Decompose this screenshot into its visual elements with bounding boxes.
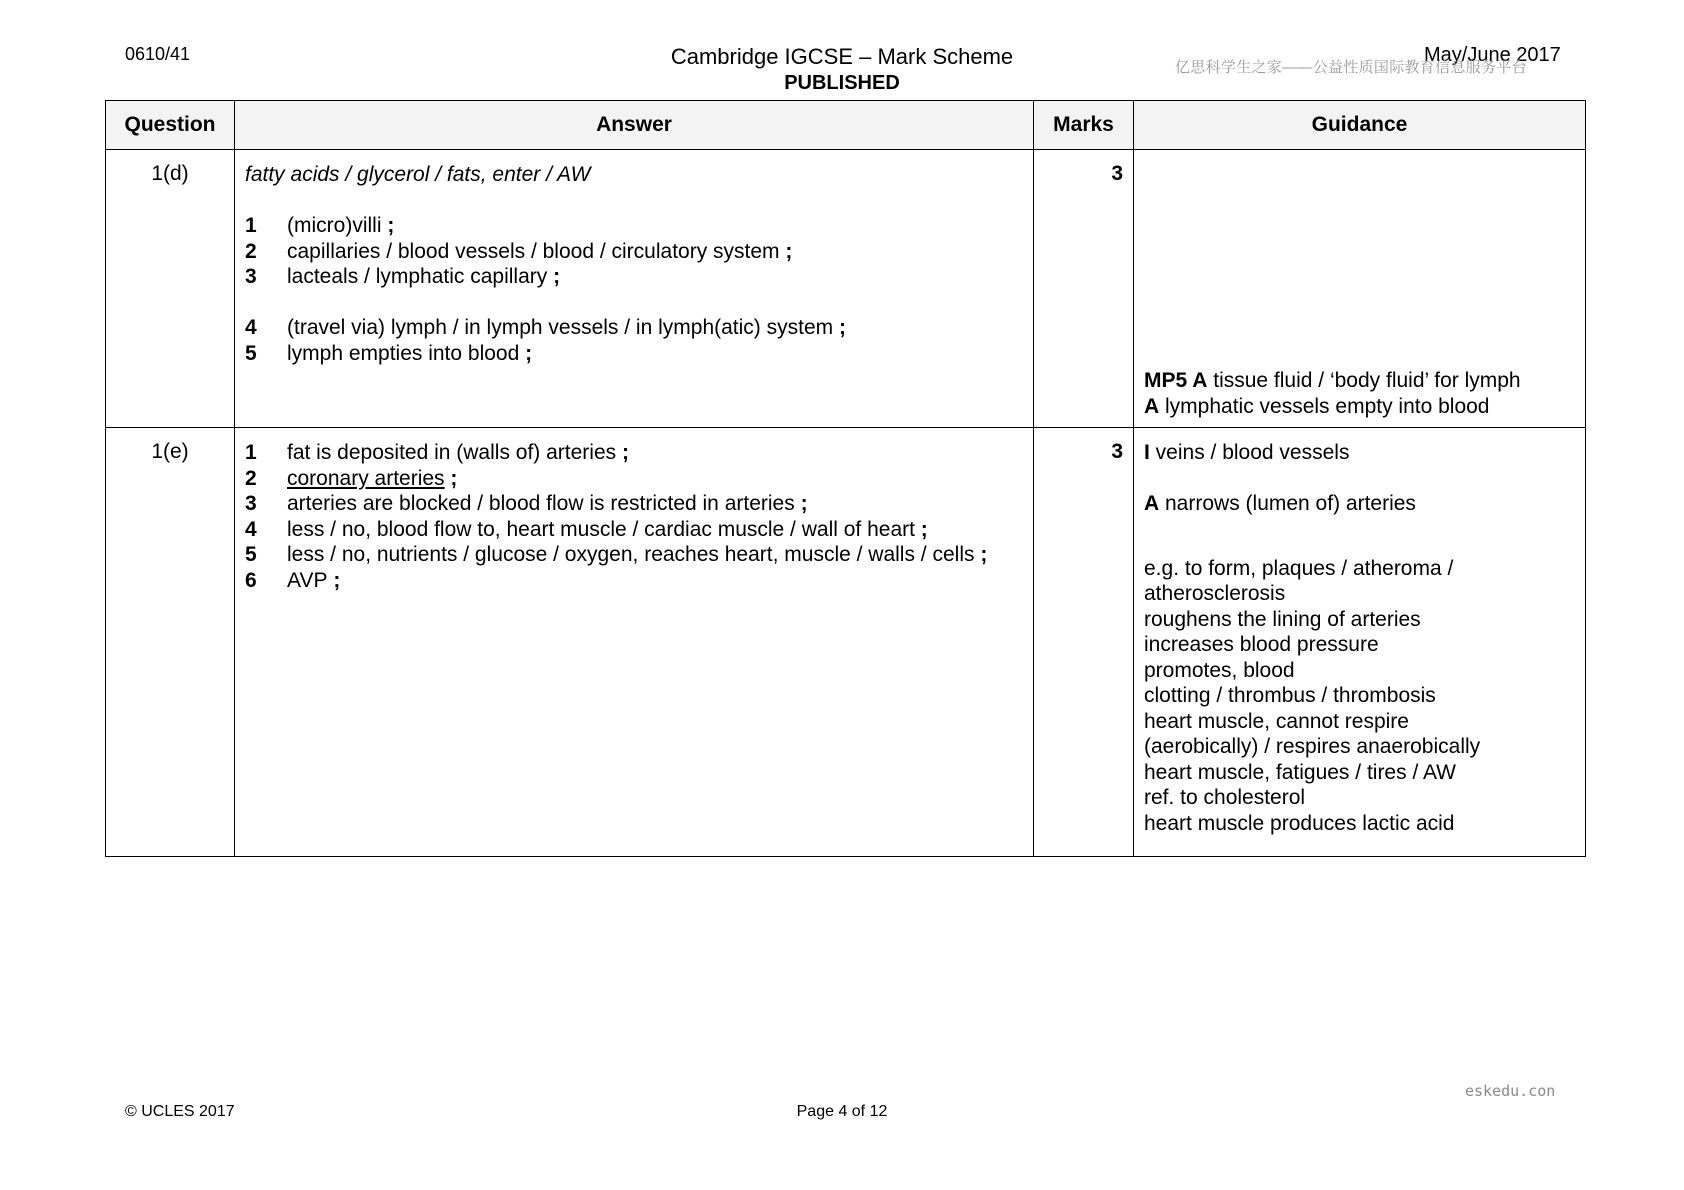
mark-separator: ;	[920, 517, 928, 541]
mark-point-number: 6	[245, 568, 257, 592]
mark-separator: ;	[387, 214, 395, 237]
guidance-cell	[1134, 428, 1586, 857]
mark-point-text: coronary arteries	[287, 466, 445, 490]
mark-separator: ;	[621, 441, 629, 464]
mark-point-text: capillaries / blood vessels / blood / circulatory system	[287, 239, 780, 263]
mark-point-text: less / no, blood flow to, heart muscle / cardiac muscle / wall of heart	[287, 517, 915, 541]
guidance-text: lymphatic vessels empty into blood	[1159, 394, 1490, 418]
answer-intro: fatty acids / glycerol / fats, enter / AW	[245, 163, 591, 186]
mark-point	[245, 440, 1023, 466]
mark-point-text: (micro)villi	[287, 214, 382, 237]
footer-copyright: © UCLES 2017	[125, 1103, 235, 1120]
mark-point-text: AVP	[287, 568, 328, 592]
mark-point-number: 2	[245, 466, 257, 490]
guidance-avp-line: roughens the lining of arteries	[1144, 607, 1421, 631]
exam-session: May/June 2017	[1424, 44, 1561, 66]
guidance-avp-line: ref. to cholesterol	[1144, 786, 1306, 809]
mark-point-number: 5	[245, 341, 257, 365]
guidance-text: tissue fluid / ‘body fluid’ for lymph	[1207, 369, 1521, 392]
table-header-row	[106, 101, 1586, 150]
mark-point-number: 4	[245, 517, 257, 541]
guidance-line	[1144, 491, 1575, 517]
guidance-cell	[1134, 150, 1586, 428]
mark-point-number: 3	[245, 492, 257, 515]
guidance-avp-line: (aerobically) / respires anaerobically	[1144, 735, 1481, 758]
mark-point	[245, 315, 1023, 341]
table-row	[106, 428, 1586, 857]
mark-point	[245, 239, 1023, 265]
document-subtitle: PUBLISHED	[784, 72, 900, 94]
mark-point	[245, 542, 1023, 568]
marks-value: 3	[1034, 150, 1134, 428]
guidance-line	[1144, 440, 1575, 466]
table-row	[106, 150, 1586, 428]
mark-separator: ;	[785, 239, 793, 263]
mark-separator: ;	[553, 265, 561, 288]
guidance-avp-line: heart muscle produces lactic acid	[1144, 811, 1455, 835]
col-header-guidance: Guidance	[1134, 101, 1586, 150]
mark-point-text: arteries are blocked / blood flow is restricted in arteries	[287, 492, 795, 515]
col-header-answer: Answer	[235, 101, 1034, 150]
mark-separator: ;	[333, 568, 341, 592]
guidance-line	[1144, 368, 1575, 394]
mark-separator: ;	[450, 466, 458, 490]
mark-point-text: lacteals / lymphatic capillary	[287, 265, 548, 288]
mark-point-number: 1	[245, 441, 257, 464]
syllabus-code: 0610/41	[125, 44, 191, 64]
mark-point-text: lymph empties into blood	[287, 341, 520, 365]
guidance-avp-line: promotes, blood	[1144, 658, 1295, 682]
mark-point	[245, 517, 1023, 543]
guidance-text: narrows (lumen of) arteries	[1159, 492, 1416, 515]
mark-point-number: 4	[245, 316, 257, 339]
mark-separator: ;	[980, 543, 988, 566]
mark-separator: ;	[525, 341, 533, 365]
mark-point	[245, 213, 1023, 239]
guidance-avp-line: heart muscle, cannot respire	[1144, 709, 1409, 733]
guidance-avp-line: increases blood pressure	[1144, 633, 1379, 656]
mark-point-number: 1	[245, 214, 257, 237]
mark-point-number: 2	[245, 239, 257, 263]
guidance-ignore-label: I	[1144, 441, 1150, 464]
guidance-avp-line: clotting / thrombus / thrombosis	[1144, 684, 1436, 707]
answer-cell	[235, 428, 1034, 857]
guidance-accept-label: A	[1144, 394, 1160, 418]
guidance-avp-line: e.g. to form, plaques / atheroma /	[1144, 556, 1454, 580]
marks-value: 3	[1034, 428, 1134, 857]
document-title: Cambridge IGCSE – Mark Scheme	[670, 44, 1014, 69]
question-number: 1(e)	[106, 428, 235, 857]
mark-separator: ;	[838, 316, 846, 339]
col-header-marks: Marks	[1034, 101, 1134, 150]
mark-point-text: fat is deposited in (walls of) arteries	[287, 441, 617, 464]
col-header-question: Question	[106, 101, 235, 150]
mark-scheme-table	[105, 100, 1586, 857]
footer-page-number: Page 4 of 12	[796, 1103, 888, 1120]
guidance-line	[1144, 394, 1575, 420]
guidance-accept-label: A	[1144, 492, 1160, 515]
mark-point-text: (travel via) lymph / in lymph vessels / in lymph(atic) system	[287, 316, 834, 339]
answer-cell	[235, 150, 1034, 428]
mark-separator: ;	[800, 492, 808, 515]
mark-point-text: less / no, nutrients / glucose / oxygen, reaches heart, muscle / walls / cells	[287, 543, 975, 566]
watermark-cn: 亿思科学生之家——公益性质国际教育信息服务平台	[1175, 59, 1527, 76]
mark-point-number: 5	[245, 543, 257, 566]
mark-point	[245, 264, 1023, 290]
mark-point	[245, 568, 1023, 594]
mark-point-number: 3	[245, 265, 257, 288]
guidance-text: veins / blood vessels	[1149, 441, 1350, 464]
question-number: 1(d)	[106, 150, 235, 428]
guidance-mp5-label: MP5 A	[1144, 369, 1208, 392]
mark-point	[245, 466, 1023, 492]
watermark-site: eskedu.con	[1465, 1082, 1556, 1100]
mark-point	[245, 341, 1023, 367]
guidance-avp-line: heart muscle, fatigues / tires / AW	[1144, 760, 1457, 784]
guidance-avp-line: atherosclerosis	[1144, 582, 1286, 605]
mark-point	[245, 491, 1023, 517]
